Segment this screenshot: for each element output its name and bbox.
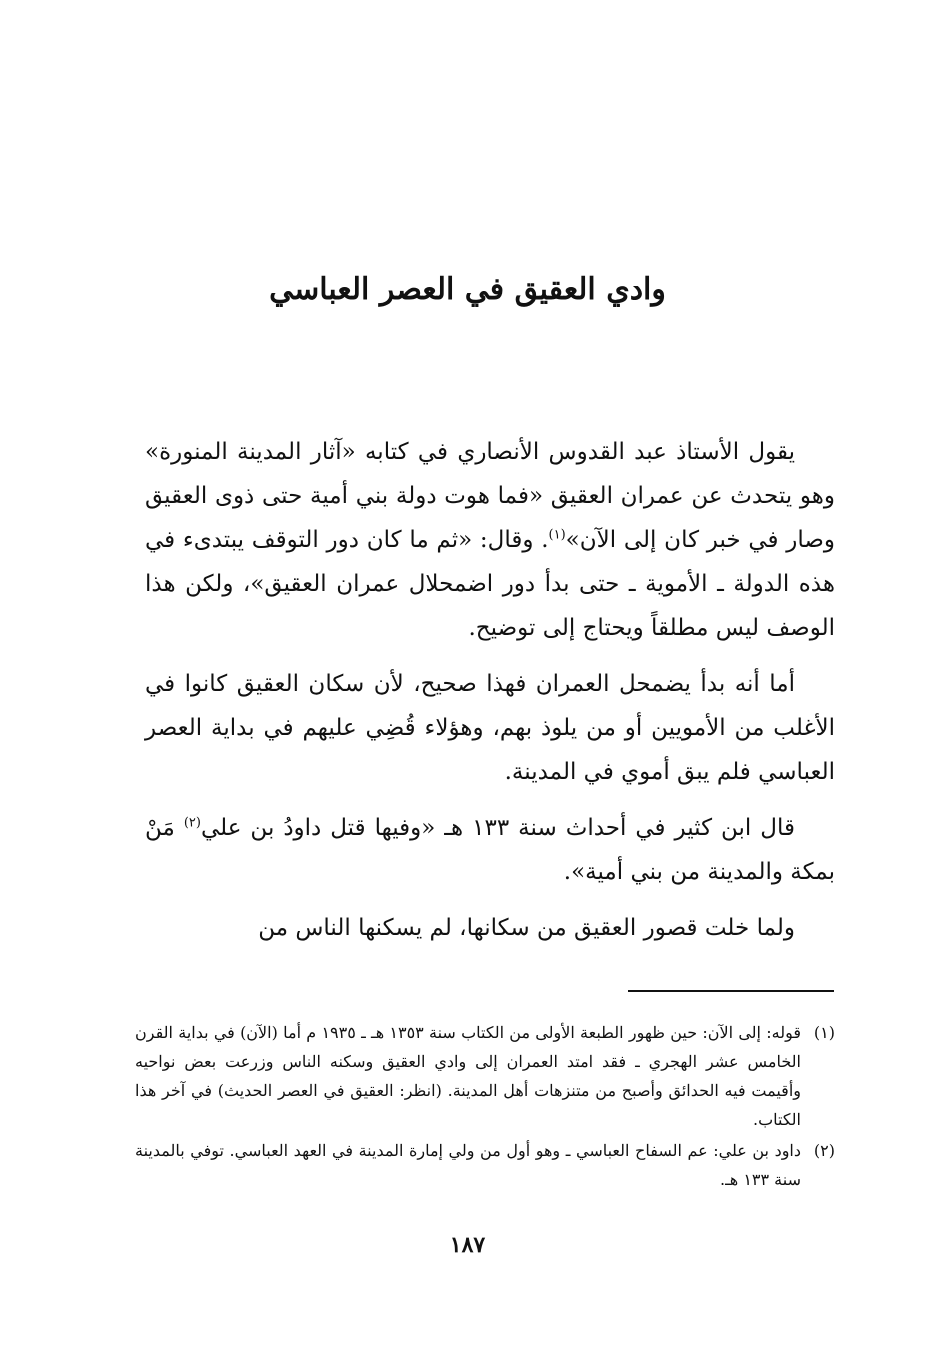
paragraph-1-text-b: . وقال: «ثم ما كان دور التوقف يبتدىء في هذه الدولة ـ الأموية ـ حتى بدأ دور اضمحلال عمران العقيق»، ولكن هذا الوصف ليس مطلقاً ويحتاج إلى توضيح. <box>145 527 835 641</box>
footnote-1 <box>135 1018 835 1134</box>
paragraph-3-text-a: قال ابن كثير في أحداث سنة ١٣٣ هـ «وفيها قتل داودُ بن علي <box>200 815 796 841</box>
chapter-title: وادي العقيق في العصر العباسي <box>269 272 666 308</box>
footnote-2-number: (٢) <box>813 1141 835 1160</box>
footnote-2-text: داود بن علي: عم السفاح العباسي ـ وهو أول من ولي إمارة المدينة في العهد العباسي. توفي بالمدينة سنة ١٣٣ هـ. <box>135 1141 801 1189</box>
paragraph-1 <box>145 430 835 650</box>
footnote-ref-2[interactable]: (٢) <box>183 815 201 831</box>
paragraph-2: أما أنه بدأ يضمحل العمران فهذا صحيح، لأن سكان العقيق كانوا في الأغلب من الأمويين أو من يلوذ بهم، وهؤلاء قُضِي عليهم في بداية العصر العباسي فلم يبق أموي في المدينة. <box>145 671 835 785</box>
page-number: ١٨٧ <box>449 1232 486 1258</box>
paragraph-3 <box>145 806 835 894</box>
paragraph-3-text-b: مَنْ بمكة والمدينة من بني أمية». <box>145 815 835 885</box>
footnote-divider <box>628 990 834 992</box>
footnote-1-number: (١) <box>813 1023 835 1042</box>
footnotes <box>135 1018 835 1196</box>
footnote-1-text: قوله: إلى الآن: حين ظهور الطبعة الأولى من الكتاب سنة ١٣٥٣ هـ ـ ١٩٣٥ م أما (الآن) في بداية القرن الخامس عشر الهجري ـ فقد امتد العمران إلى وادي العقيق وسكنه الناس وزرعت بعض نواحيه وأقيمت فيه الحدائق وأصبح من متنزهات أهل المدينة. (انظر: العقيق في العصر الحديث) في آخر هذا الكتاب. <box>135 1023 801 1129</box>
footnote-2 <box>135 1136 835 1194</box>
footnote-ref-1[interactable]: (١) <box>548 527 566 543</box>
main-text <box>145 430 835 962</box>
paragraph-1-text-a: يقول الأستاذ عبد القدوس الأنصاري في كتابه «آثار المدينة المنورة» وهو يتحدث عن عمران العقيق «فما هوت دولة بني أمية حتى ذوى العقيق وصار في خبر كان إلى الآن» <box>145 439 835 553</box>
paragraph-4: ولما خلت قصور العقيق من سكانها، لم يسكنها الناس من <box>258 915 795 941</box>
